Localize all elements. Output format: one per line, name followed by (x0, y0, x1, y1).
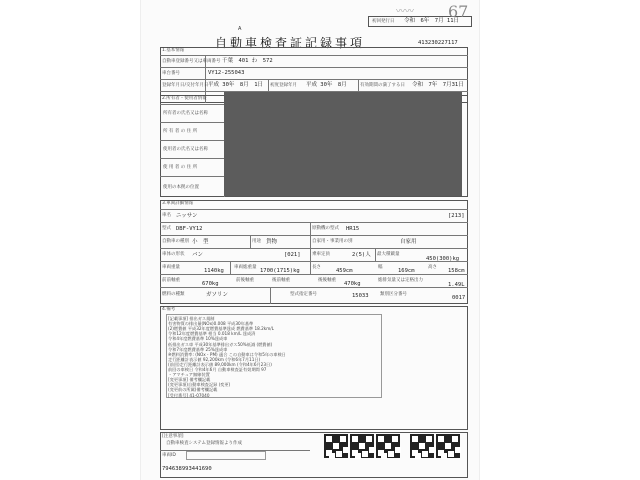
first-reg-label: 登録年月日/交付年月日 (162, 83, 209, 88)
height-label: 高さ (428, 265, 437, 270)
chassis-value: VY12-255043 (208, 70, 245, 76)
mid-axle-label: 前後軸重 (236, 278, 254, 283)
body-code: [021] (284, 252, 301, 258)
user-name-label: 使用者の氏名又は名称 (163, 147, 208, 152)
remark-line: 令和4年度燃費基準 10%達成車 (168, 336, 228, 342)
remark-line: 令和12年度燃費基準 相当 0.018 km/L 達成済 (168, 331, 256, 337)
first-year-value: 平成 30年 8月 (306, 82, 347, 88)
qr-code-3 (376, 434, 400, 458)
length-value: 459cm (336, 268, 353, 274)
displacement-value: 1.49L (448, 282, 465, 288)
qr-code-4 (410, 434, 434, 458)
issue-date-label: 初回発行日 (372, 19, 395, 24)
issue-date-value: 令和 6年 7月 11日 (404, 18, 460, 24)
vehicle-id-value: 794638993441690 (162, 466, 212, 472)
engine-label: 原動機の型式 (312, 226, 339, 231)
type-number-value: 15033 (352, 293, 369, 299)
remark-line: (前回)走行距離計表示値 89,000km (令和4年6月23日) (168, 361, 272, 367)
rear-axle-label: 後前軸重 (272, 278, 290, 283)
type-number-label: 型式指定番号 (290, 292, 317, 297)
class-number-value: 0017 (452, 295, 466, 301)
remark-line: 走行距離計表示値 92,200km (令和6年7月11日) (168, 356, 261, 362)
length-label: 長さ (312, 265, 321, 270)
front-axle-label: 前前軸重 (162, 278, 180, 283)
use-value: 貨物 (266, 239, 278, 245)
corner-mark: A (238, 26, 242, 32)
remark-line: [変更事項] 備考欄記載 (168, 377, 211, 383)
handwritten-number: 67 (448, 2, 469, 21)
weight-label: 車両重量 (162, 265, 180, 270)
rear2-axle-value: 470kg (344, 281, 361, 287)
fuel-label: 燃料の種類 (162, 292, 185, 297)
first-year-label: 初度登録年月 (270, 83, 297, 88)
displacement-label: 総排気量又は定格出力 (378, 278, 423, 283)
document-title: 自動車検査証記録事項 (215, 36, 366, 50)
base-location-label: 使用の本拠の位置 (163, 185, 199, 190)
maker-code: [213] (448, 213, 465, 219)
chassis-label: 車台番号 (162, 71, 180, 76)
qr-code-2 (350, 434, 374, 458)
front-axle-value: 670kg (202, 281, 219, 287)
width-label: 幅 (378, 265, 383, 270)
gross-label: 車両総重量 (234, 265, 257, 270)
capacity-value: 2(5)人 (352, 252, 371, 258)
notice-text: 自動車検査システム登録情報より作成 (166, 441, 243, 446)
maxload-value: 450(300)kg (426, 256, 460, 262)
remark-line: (2)燃費値 平成32年度燃費基準達成 燃費基準 18.2km/L (168, 326, 275, 332)
expiry-value: 令和 7年 7月31日 (412, 82, 464, 88)
remark-line: [受付番号] 41-07040 (168, 392, 210, 398)
remark-line: (変更事項)自動車検査記録 (変更) (168, 382, 231, 388)
remark-line: 前回の車検日 令和4年6月 自動車検査証有効期間 97 (168, 367, 267, 372)
handwritten-scribble: 〰〰 (396, 7, 415, 17)
kind-value: 小 型 (192, 239, 209, 245)
plate-label: 自動車登録番号又は車両番号 (162, 59, 221, 64)
qr-code-5 (436, 434, 460, 458)
remark-line: ※燃料消費率: (NOx・PM) 適合 この自動車は令和5年の車検日 (168, 351, 286, 357)
basic-section-label: 1.基本情報 (162, 48, 185, 53)
user-address-label: 使 用 者 の 住 所 (163, 165, 198, 170)
kind-label: 自動車の種別 (162, 239, 189, 244)
plate-value: 千葉 401 わ 572 (222, 58, 273, 64)
width-value: 169cm (398, 268, 415, 274)
remark-line: 低排出ガス車 平成30年基準排出ガス50%低減 (燃費値) (168, 341, 273, 347)
rear2-axle-label: 後後軸重 (318, 278, 336, 283)
capacity-label: 乗車定員 (312, 252, 330, 257)
gross-value: 1700(1715)kg (260, 268, 300, 274)
purpose-label: 自家用・事業用の別 (312, 239, 353, 244)
qr-code-1 (324, 434, 348, 458)
first-reg-value: 平成 30年 8月 1日 (208, 82, 264, 88)
weight-value: 1140kg (204, 268, 224, 274)
vehicle-section-label: 3.車両詳細情報 (162, 201, 194, 206)
purpose-value: 自家用 (400, 239, 417, 245)
body-label: 車体の形状 (162, 252, 185, 257)
class-number-label: 類別区分番号 (380, 292, 407, 297)
redaction-block (224, 92, 462, 196)
vehicle-id-label: 車両ID (162, 453, 176, 458)
use-label: 用途 (252, 239, 261, 244)
owner-section-label: 2.所有者・使用者情報 (162, 96, 207, 101)
vehicle-id-box (186, 451, 266, 460)
fuel-value: ガソリン (206, 292, 229, 298)
notice-title: [注意事項] (162, 434, 184, 439)
document-number: 413230227117 (418, 40, 458, 46)
maxload-label: 最大積載量 (377, 252, 400, 257)
maker-value: ニッサン (176, 213, 198, 219)
remarks-section-label: 4.備考 (162, 307, 176, 312)
expiry-label: 有効期間の満了する日 (360, 83, 405, 88)
body-value: バン (192, 252, 204, 258)
owner-address-label: 所 有 者 の 住 所 (163, 129, 198, 134)
remark-line: 令和7年度燃費基準 25%達成車 (168, 346, 228, 352)
remark-line: [記載事項] 排出ガス規制 (168, 316, 215, 321)
model-label: 型式 (162, 226, 171, 231)
remark-line: 有害物質の排出量(NOx)0.008 平成30年基準 (168, 321, 254, 327)
owner-name-label: 所有者の氏名又は名称 (163, 111, 208, 116)
maker-label: 車名 (162, 213, 171, 218)
model-value: DBF-VY12 (176, 226, 203, 232)
height-value: 158cm (448, 268, 465, 274)
engine-value: HR15 (346, 226, 360, 232)
remark-line: (変更前の所属)備考欄記載 (168, 387, 218, 393)
remark-line: ・アマチュア無線装置 (168, 372, 210, 378)
